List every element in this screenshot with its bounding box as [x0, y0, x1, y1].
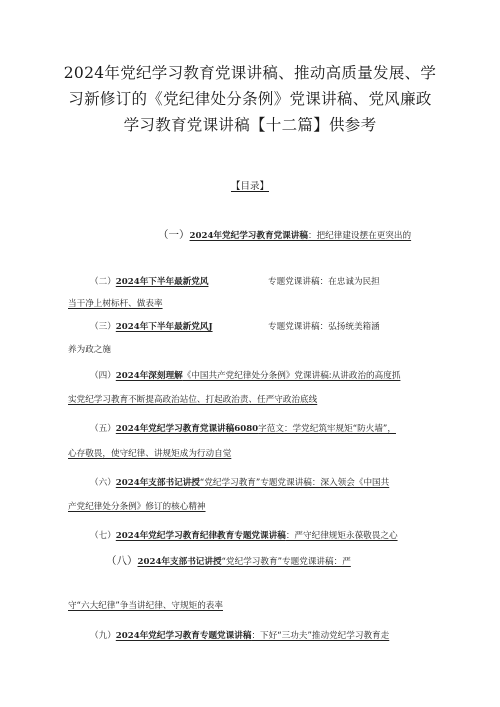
toc-entry-6-cont[interactable]: [68, 501, 206, 513]
toc-entry-3-cont[interactable]: [68, 344, 111, 356]
toc-entry-3[interactable]: [90, 321, 213, 333]
toc-entry-8[interactable]: [106, 555, 351, 568]
toc-entry-text: ：把纪律建设摆在更突出的: [307, 231, 412, 241]
toc-entry-7[interactable]: [90, 530, 398, 542]
toc-entry-5[interactable]: [90, 423, 396, 435]
toc-entry-4[interactable]: [90, 370, 400, 382]
toc-entry-text: “党纪学习教育”专题党课讲稿：严: [221, 557, 351, 567]
toc-entry-6[interactable]: [90, 477, 389, 489]
toc-entry-text: ：严守纪律规矩永葆敬畏之心: [285, 531, 398, 541]
toc-entry-bold: 2024年党纪学习教育党课讲稿6080: [115, 424, 259, 434]
toc-entry-9[interactable]: [90, 630, 389, 642]
toc-entry-text: 字范文：学党纪筑牢规矩“防火墙”，: [258, 424, 396, 434]
toc-entry-5-cont[interactable]: [68, 448, 231, 460]
title-line: 学习教育党课讲稿【十二篇】供参考: [123, 116, 377, 134]
toc-entry-number: （五）: [90, 424, 116, 434]
toc-entry-1[interactable]: [158, 229, 411, 242]
toc-entry-continuation: 心存敬畏，使守纪律、讲规矩成为行动自觉: [68, 449, 232, 459]
toc-label-text: 【目录】: [230, 181, 269, 192]
toc-entry-bold: 2024年支部书记讲授: [115, 478, 200, 488]
toc-entry-continuation: 产党纪律处分条例》修订的核心精神: [68, 502, 206, 512]
toc-entry-text: ：下好“三功夫”推动党纪学习教育走: [251, 631, 390, 641]
toc-entry-number: （六）: [90, 478, 116, 488]
toc-entry-bold: 2024年党纪学习教育纪律教育专题党课讲稿: [115, 531, 286, 541]
toc-entry-bold: 2024年支部书记讲授: [137, 557, 222, 567]
toc-entry-continuation: 守“六大纪律”争当讲纪律、守规矩的表率: [68, 601, 223, 611]
toc-label: [0, 178, 500, 192]
toc-entry-bold: 2024年党纪学习教育专题党课讲稿: [115, 631, 252, 641]
toc-entry-4-cont[interactable]: [68, 394, 317, 406]
toc-entry-2-cont[interactable]: [68, 298, 163, 310]
toc-entry-text: 专题党课讲稿：在忠诚为民担: [268, 277, 380, 287]
title-line: 习新修订的《党纪律处分条例》党课讲稿、党风廉政: [68, 90, 432, 108]
document-title: [40, 60, 460, 138]
toc-entry-bold: 2024年党纪学习教育党课讲稿: [189, 231, 308, 241]
toc-entry-3-part[interactable]: [268, 321, 380, 333]
toc-entry-8-cont[interactable]: [68, 600, 223, 612]
toc-entry-bold: 2024年深刻理解: [115, 371, 183, 381]
toc-entry-continuation: 实党纪学习教育不断提高政治站位、打起政治责、任严守政治底线: [68, 395, 318, 405]
toc-entry-text: 专题党课讲稿：弘扬统美箱涵: [268, 322, 380, 332]
toc-entry-continuation: 养为政之施: [68, 345, 111, 355]
toc-entry-bold: 2024年下半年最新党风: [115, 277, 209, 287]
toc-entry-continuation: 当干净上树标杆、做表率: [68, 299, 163, 309]
toc-entry-number: （四）: [90, 371, 116, 381]
toc-entry-number: （一）: [158, 229, 190, 241]
toc-entry-number: （九）: [90, 631, 116, 641]
toc-entry-bold: 2024年下半年最新党风J: [115, 322, 213, 332]
toc-entry-text: “党纪学习教育”专题党课讲稿：深入领会《中国共: [199, 478, 390, 488]
toc-entry-number: （八）: [106, 555, 138, 567]
toc-entry-2[interactable]: [90, 276, 208, 288]
toc-entry-number: （七）: [90, 531, 116, 541]
toc-entry-number: （二）: [90, 277, 116, 287]
toc-entry-number: （三）: [90, 322, 116, 332]
toc-entry-text: 《中国共产党纪律处分条例》党课讲稿:从讲政治的高度抓: [182, 371, 401, 381]
toc-entry-2-part[interactable]: [268, 276, 380, 288]
title-line: 2024年党纪学习教育党课讲稿、推动高质量发展、学: [63, 64, 437, 82]
